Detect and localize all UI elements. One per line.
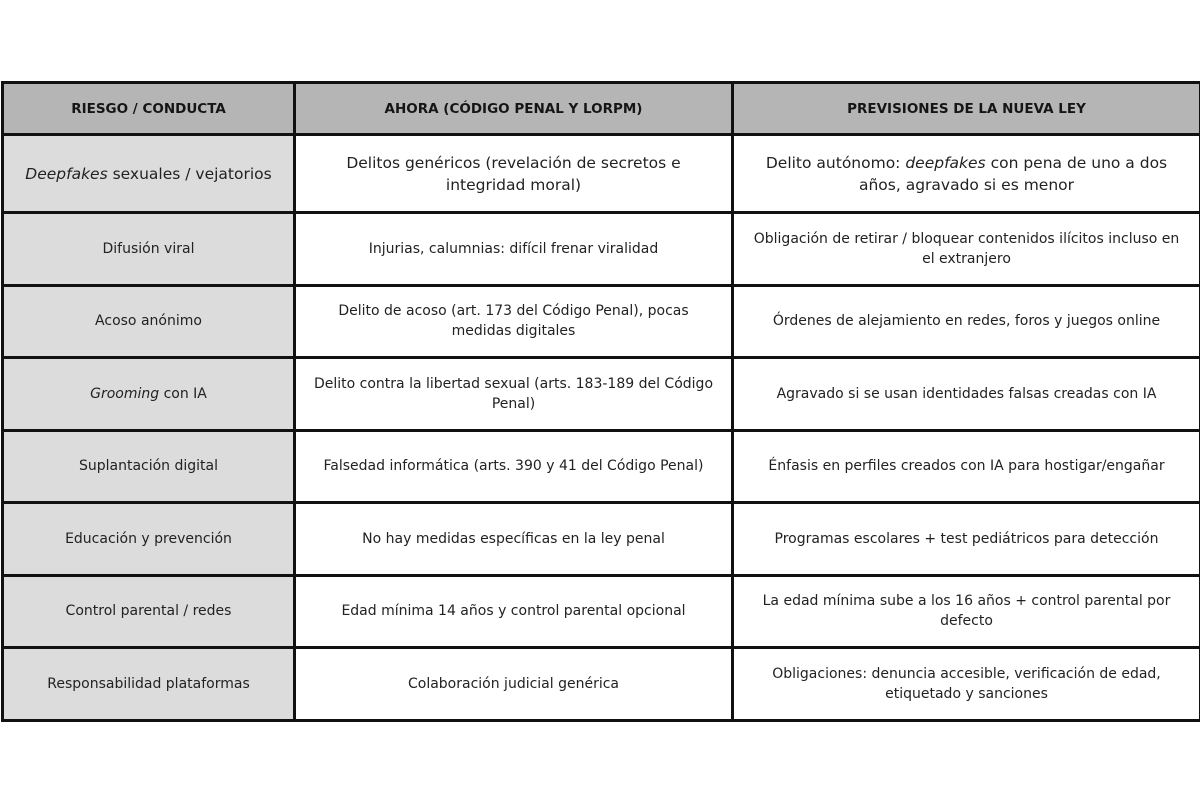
cell-risk [3, 213, 295, 286]
cell-risk [3, 135, 295, 213]
cell-now [295, 285, 733, 358]
cell-new-law [733, 503, 1200, 576]
cell-now [295, 430, 733, 503]
cell-now [295, 358, 733, 431]
header-row [3, 83, 1200, 135]
cell-risk [3, 285, 295, 358]
risk-text: Suplantación digital [78, 458, 219, 475]
risk-text: Difusión viral [102, 240, 195, 257]
risk-text: Educación y prevención [65, 530, 232, 547]
now-text: Delito contra la libertad sexual (arts. 183-189 del Código Penal) [313, 375, 714, 412]
now-text: No hay medidas específicas en la ley penal [362, 530, 665, 547]
cell-new-law [733, 575, 1200, 648]
table-row [3, 358, 1200, 431]
cell-new-law [733, 213, 1200, 286]
risk-italic: Grooming [90, 385, 160, 402]
now-text: Delitos genéricos (revelación de secretos e integridad moral) [346, 153, 681, 194]
now-text: Injurias, calumnias: difícil frenar viralidad [368, 240, 659, 257]
header-risk: RIESGO / CONDUCTA [3, 83, 295, 135]
table-header [3, 83, 1200, 135]
new-text: Obligación de retirar / bloquear contenidos ilícitos incluso en el extranjero [753, 230, 1180, 267]
cell-risk [3, 575, 295, 648]
cell-new-law [733, 430, 1200, 503]
now-text: Edad mínima 14 años y control parental opcional [341, 603, 686, 620]
risk-italic: Deepfakes [25, 164, 108, 183]
new-text: Órdenes de alejamiento en redes, foros y juegos online [772, 313, 1161, 330]
risk-text: Responsabilidad plataformas [47, 675, 250, 692]
table-row [3, 503, 1200, 576]
risk-text: sexuales / vejatorios [107, 164, 272, 183]
table-row [3, 430, 1200, 503]
new-text: con pena de uno a dos años, agravado si es menor [858, 153, 1168, 194]
risk-text: con IA [159, 385, 207, 402]
cell-new-law [733, 285, 1200, 358]
cell-new-law [733, 648, 1200, 721]
cell-now [295, 575, 733, 648]
table-body [3, 135, 1200, 721]
now-text: Falsedad informática (arts. 390 y 41 del Código Penal) [323, 458, 704, 475]
table-row [3, 135, 1200, 213]
header-new-law: PREVISIONES DE LA NUEVA LEY [733, 83, 1200, 135]
cell-now [295, 135, 733, 213]
table-row [3, 213, 1200, 286]
new-text: Obligaciones: denuncia accesible, verificación de edad, etiquetado y sanciones [772, 665, 1161, 702]
table-row [3, 575, 1200, 648]
cell-risk [3, 358, 295, 431]
new-italic: deepfakes [905, 153, 986, 172]
now-text: Delito de acoso (art. 173 del Código Penal), pocas medidas digitales [338, 303, 689, 340]
cell-new-law [733, 358, 1200, 431]
new-text: Programas escolares + test pediátricos para detección [774, 530, 1159, 547]
cell-now [295, 503, 733, 576]
header-now: AHORA (CÓDIGO PENAL Y LORPM) [295, 83, 733, 135]
cell-risk [3, 648, 295, 721]
cell-risk [3, 430, 295, 503]
table-row [3, 648, 1200, 721]
now-text: Colaboración judicial genérica [407, 675, 620, 692]
cell-risk [3, 503, 295, 576]
new-text: Agravado si se usan identidades falsas creadas con IA [776, 385, 1157, 402]
new-text: Énfasis en perfiles creados con IA para hostigar/engañar [768, 458, 1165, 475]
new-prefix: Delito autónomo: [765, 153, 906, 172]
table-row [3, 285, 1200, 358]
comparison-table [1, 81, 1200, 722]
cell-new-law [733, 135, 1200, 213]
cell-now [295, 213, 733, 286]
cell-now [295, 648, 733, 721]
risk-text: Control parental / redes [65, 603, 232, 620]
risk-text: Acoso anónimo [95, 313, 202, 330]
new-text: La edad mínima sube a los 16 años + control parental por defecto [762, 593, 1171, 630]
